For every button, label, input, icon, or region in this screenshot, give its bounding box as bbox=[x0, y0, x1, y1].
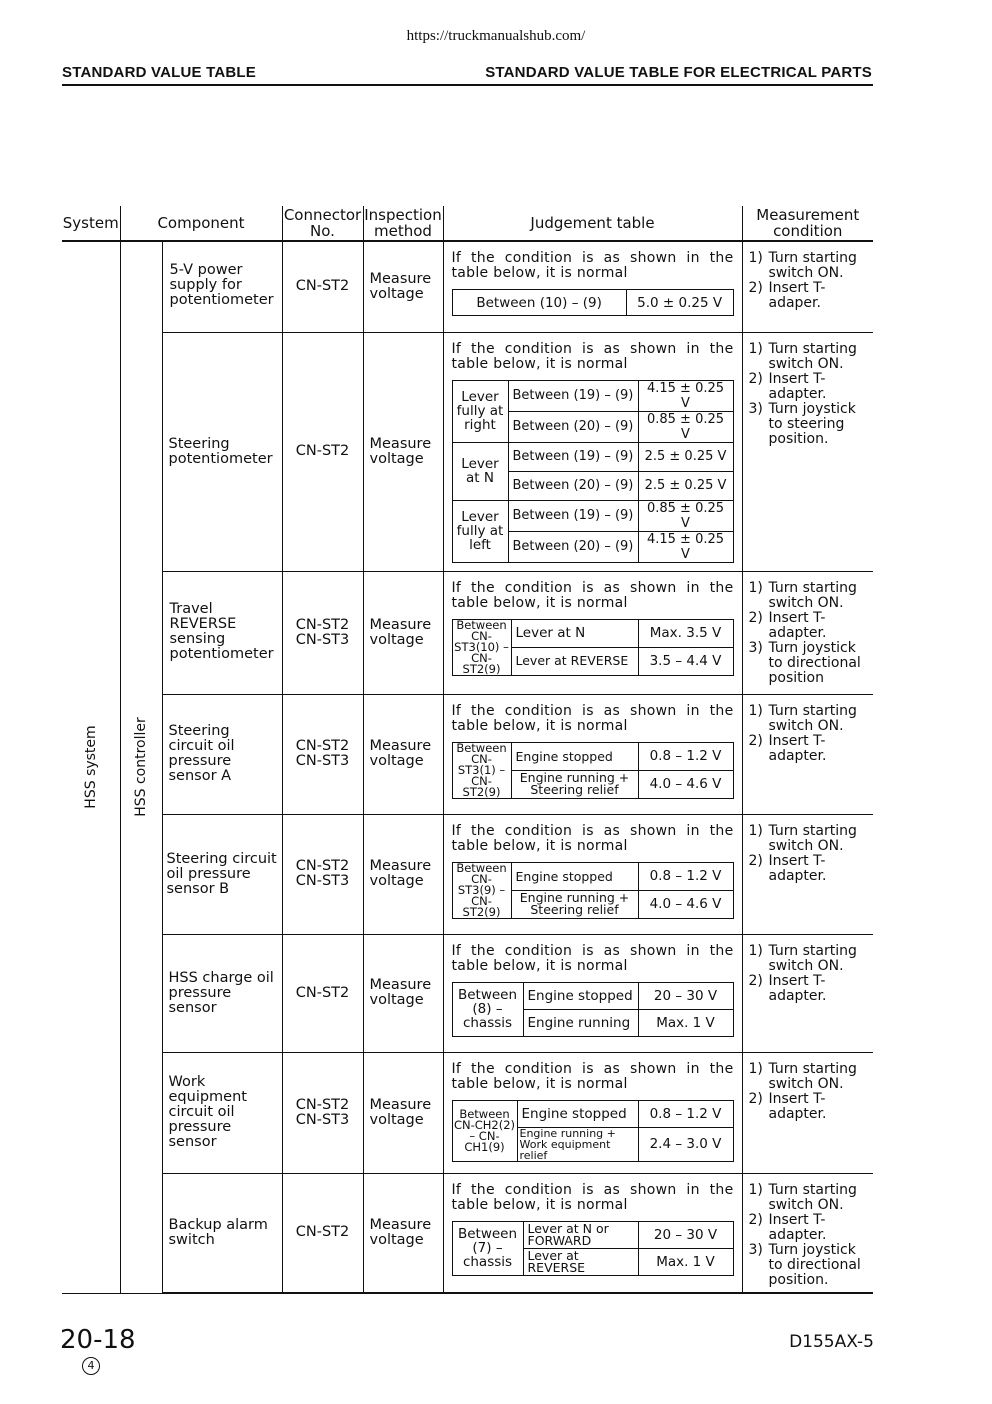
judgement-subtable bbox=[452, 982, 734, 1037]
between-cell: Between CN-ST3(1) – CN-ST2(9) bbox=[452, 742, 511, 798]
value-cell: 20 – 30 V bbox=[638, 1221, 733, 1248]
lever-cell: Lever fully at left bbox=[452, 500, 508, 562]
measurement-cell bbox=[742, 241, 873, 332]
condition-item: 2) Insert T-adapter. bbox=[748, 852, 827, 884]
measurement-cell bbox=[742, 694, 873, 814]
table-row bbox=[62, 1052, 873, 1173]
value-cell: 0.8 – 1.2 V bbox=[638, 742, 733, 770]
condition-text: If the condition is as shown in the table below, it is normal bbox=[451, 250, 734, 281]
condition-cell: Engine running + Work equipment relief bbox=[517, 1127, 638, 1161]
lever-cell: Lever at N bbox=[452, 442, 508, 500]
measurement-cell bbox=[742, 571, 873, 694]
between-cell: Between CN-CH2(2) – CN-CH1(9) bbox=[452, 1100, 517, 1161]
between-cell: Between (19) – (9) bbox=[508, 442, 638, 471]
table-row bbox=[62, 571, 873, 694]
judgement-cell bbox=[443, 571, 742, 694]
between-cell: Between (10) – (9) bbox=[452, 290, 626, 316]
system-label: HSS system bbox=[82, 725, 99, 809]
judgement-cell bbox=[443, 1052, 742, 1173]
judgement-subtable bbox=[452, 380, 734, 563]
value-cell: 3.5 – 4.4 V bbox=[638, 647, 733, 675]
table-row bbox=[62, 694, 873, 814]
method-cell: Measure voltage bbox=[363, 1173, 443, 1293]
judgement-cell bbox=[443, 694, 742, 814]
judgement-subtable bbox=[452, 862, 734, 919]
condition-item: 1) Turn starting switch ON. bbox=[748, 1060, 857, 1092]
between-cell: Between CN-ST3(10) – CN-ST2(9) bbox=[452, 619, 511, 675]
condition-item: 1) Turn starting switch ON. bbox=[748, 340, 857, 372]
condition-cell: Engine running bbox=[523, 1009, 638, 1036]
header-rule bbox=[62, 84, 873, 86]
method-cell: Measure voltage bbox=[363, 1052, 443, 1173]
condition-item: 2) Insert T-adapter. bbox=[748, 1211, 827, 1243]
component-cell: Steering potentiometer bbox=[162, 332, 282, 571]
standard-value-table bbox=[62, 206, 873, 1294]
col-component: Component bbox=[120, 206, 282, 241]
component-cell: HSS charge oil pressure sensor bbox=[162, 934, 282, 1052]
condition-item: 1) Turn starting switch ON. bbox=[748, 822, 857, 854]
measurement-cell bbox=[742, 1173, 873, 1293]
value-cell: 4.15 ± 0.25 V bbox=[638, 380, 733, 411]
value-cell: 0.85 ± 0.25 V bbox=[638, 500, 733, 531]
condition-text: If the condition is as shown in the table below, it is normal bbox=[451, 822, 734, 854]
connector-cell: CN-ST2 CN-ST3 bbox=[282, 571, 363, 694]
condition-cell: Engine stopped bbox=[517, 1100, 638, 1127]
judgement-subtable bbox=[452, 289, 734, 316]
connector-cell: CN-ST2 bbox=[282, 934, 363, 1052]
component-cell: Steering circuit oil pressure sensor A bbox=[162, 694, 282, 814]
col-system: System bbox=[62, 206, 120, 241]
between-cell: Between CN-ST3(9) – CN-ST2(9) bbox=[452, 862, 511, 918]
method-cell: Measure voltage bbox=[363, 571, 443, 694]
method-cell: Measure voltage bbox=[363, 814, 443, 934]
connector-cell: CN-ST2 bbox=[282, 332, 363, 571]
condition-cell: Lever at REVERSE bbox=[511, 647, 638, 675]
condition-item: 3) Turn joystick to steering position. bbox=[748, 400, 856, 447]
condition-item: 1) Turn starting switch ON. bbox=[748, 702, 857, 734]
measurement-cell bbox=[742, 332, 873, 571]
table-row bbox=[62, 934, 873, 1052]
measurement-cell bbox=[742, 814, 873, 934]
value-cell: 0.8 – 1.2 V bbox=[638, 862, 733, 890]
col-judgement: Judgement table bbox=[443, 206, 742, 241]
col-measurement: Measurement condition bbox=[742, 206, 873, 241]
condition-text: If the condition is as shown in the table below, it is normal bbox=[451, 340, 734, 372]
header-right-title: STANDARD VALUE TABLE FOR ELECTRICAL PARTS bbox=[485, 64, 872, 81]
condition-item: 2) Insert T-adaper. bbox=[748, 280, 826, 311]
between-cell: Between (20) – (9) bbox=[508, 531, 638, 562]
condition-cell: Lever at N or FORWARD bbox=[523, 1221, 638, 1248]
condition-item: 2) Insert T-adapter. bbox=[748, 972, 827, 1004]
revision-badge: 4 bbox=[82, 1357, 100, 1375]
model-number: D155AX-5 bbox=[789, 1332, 874, 1352]
component-cell: Work equipment circuit oil pressure sensor bbox=[162, 1052, 282, 1173]
lever-cell: Lever fully at right bbox=[452, 380, 508, 442]
value-cell: 4.0 – 4.6 V bbox=[638, 890, 733, 918]
value-cell: Max. 3.5 V bbox=[638, 619, 733, 647]
value-cell: 2.4 – 3.0 V bbox=[638, 1127, 733, 1161]
judgement-subtable bbox=[452, 1221, 734, 1276]
judgement-cell bbox=[443, 332, 742, 571]
header-left-title: STANDARD VALUE TABLE bbox=[62, 64, 256, 81]
method-cell: Measure voltage bbox=[363, 934, 443, 1052]
value-cell: 4.0 – 4.6 V bbox=[638, 770, 733, 798]
condition-text: If the condition is as shown in the table below, it is normal bbox=[451, 579, 734, 611]
table-row bbox=[62, 332, 873, 571]
value-cell: 20 – 30 V bbox=[638, 982, 733, 1009]
component-cell: 5-V power supply for potentiometer bbox=[162, 241, 282, 332]
judgement-subtable bbox=[452, 1100, 734, 1162]
method-cell: Measure voltage bbox=[363, 694, 443, 814]
table-row bbox=[62, 241, 873, 332]
value-cell: Max. 1 V bbox=[638, 1248, 733, 1275]
condition-text: If the condition is as shown in the table below, it is normal bbox=[451, 942, 734, 974]
condition-item: 1) Turn starting switch ON. bbox=[748, 579, 857, 611]
value-cell: Max. 1 V bbox=[638, 1009, 733, 1036]
condition-item: 2) Insert T-adapter. bbox=[748, 370, 827, 402]
value-cell: 0.85 ± 0.25 V bbox=[638, 411, 733, 442]
col-connector: Connector No. bbox=[283, 206, 362, 240]
page-number: 20-18 bbox=[60, 1325, 136, 1355]
between-cell: Between (19) – (9) bbox=[508, 500, 638, 531]
condition-cell: Engine stopped bbox=[511, 862, 638, 890]
judgement-subtable bbox=[452, 619, 734, 676]
source-url[interactable]: https://truckmanualshub.com/ bbox=[406, 28, 586, 44]
controller-cell bbox=[120, 241, 162, 1293]
condition-cell: Engine stopped bbox=[511, 742, 638, 770]
value-cell: 2.5 ± 0.25 V bbox=[638, 442, 733, 471]
table-row bbox=[62, 814, 873, 934]
value-cell: 4.15 ± 0.25 V bbox=[638, 531, 733, 562]
judgement-subtable bbox=[452, 742, 734, 799]
condition-cell: Engine running + Steering relief bbox=[511, 770, 638, 798]
controller-label: HSS controller bbox=[133, 717, 149, 818]
condition-text: If the condition is as shown in the table below, it is normal bbox=[451, 1181, 734, 1213]
measurement-cell bbox=[742, 1052, 873, 1173]
condition-cell: Engine running + Steering relief bbox=[511, 890, 638, 918]
value-cell: 0.8 – 1.2 V bbox=[638, 1100, 733, 1127]
judgement-cell bbox=[443, 814, 742, 934]
condition-item: 1) Turn starting switch ON. bbox=[748, 942, 857, 974]
condition-item: 2) Insert T-adapter. bbox=[748, 1090, 827, 1122]
connector-cell: CN-ST2 CN-ST3 bbox=[282, 694, 363, 814]
connector-cell: CN-ST2 bbox=[282, 241, 363, 332]
condition-item: 2) Insert T-adapter. bbox=[748, 609, 827, 641]
connector-cell: CN-ST2 bbox=[282, 1173, 363, 1293]
judgement-cell bbox=[443, 1173, 742, 1293]
condition-cell: Lever at N bbox=[511, 619, 638, 647]
condition-cell: Lever at REVERSE bbox=[523, 1248, 638, 1275]
table-row bbox=[62, 1173, 873, 1293]
condition-item: 3) Turn joystick to directional position. bbox=[748, 1241, 861, 1288]
condition-item: 1) Turn starting switch ON. bbox=[748, 1181, 857, 1213]
component-cell: Travel REVERSE sensing potentiometer bbox=[162, 571, 282, 694]
connector-cell: CN-ST2 CN-ST3 bbox=[282, 814, 363, 934]
system-cell bbox=[62, 241, 120, 1293]
condition-item: 2) Insert T-adapter. bbox=[748, 732, 827, 764]
condition-item: 3) Turn joystick to directional position bbox=[748, 639, 861, 686]
condition-text: If the condition is as shown in the table below, it is normal bbox=[451, 1060, 734, 1092]
judgement-cell bbox=[443, 934, 742, 1052]
component-cell: Backup alarm switch bbox=[162, 1173, 282, 1293]
condition-cell: Engine stopped bbox=[523, 982, 638, 1009]
value-cell: 2.5 ± 0.25 V bbox=[638, 471, 733, 500]
component-cell: Steering circuit oil pressure sensor B bbox=[162, 814, 282, 934]
between-cell: Between (20) – (9) bbox=[508, 411, 638, 442]
method-cell: Measure voltage bbox=[363, 241, 443, 332]
method-cell: Measure voltage bbox=[363, 332, 443, 571]
condition-text: If the condition is as shown in the table below, it is normal bbox=[451, 702, 734, 734]
between-cell: Between (20) – (9) bbox=[508, 471, 638, 500]
measurement-cell bbox=[742, 934, 873, 1052]
value-cell: 5.0 ± 0.25 V bbox=[626, 290, 733, 316]
between-cell: Between (19) – (9) bbox=[508, 380, 638, 411]
connector-cell: CN-ST2 CN-ST3 bbox=[282, 1052, 363, 1173]
between-cell: Between (7) – chassis bbox=[452, 1221, 523, 1275]
condition-item: 1) Turn starting switch ON. bbox=[748, 250, 857, 281]
col-inspection: Inspection method bbox=[364, 206, 442, 240]
between-cell: Between (8) – chassis bbox=[452, 982, 523, 1036]
judgement-cell bbox=[443, 241, 742, 332]
